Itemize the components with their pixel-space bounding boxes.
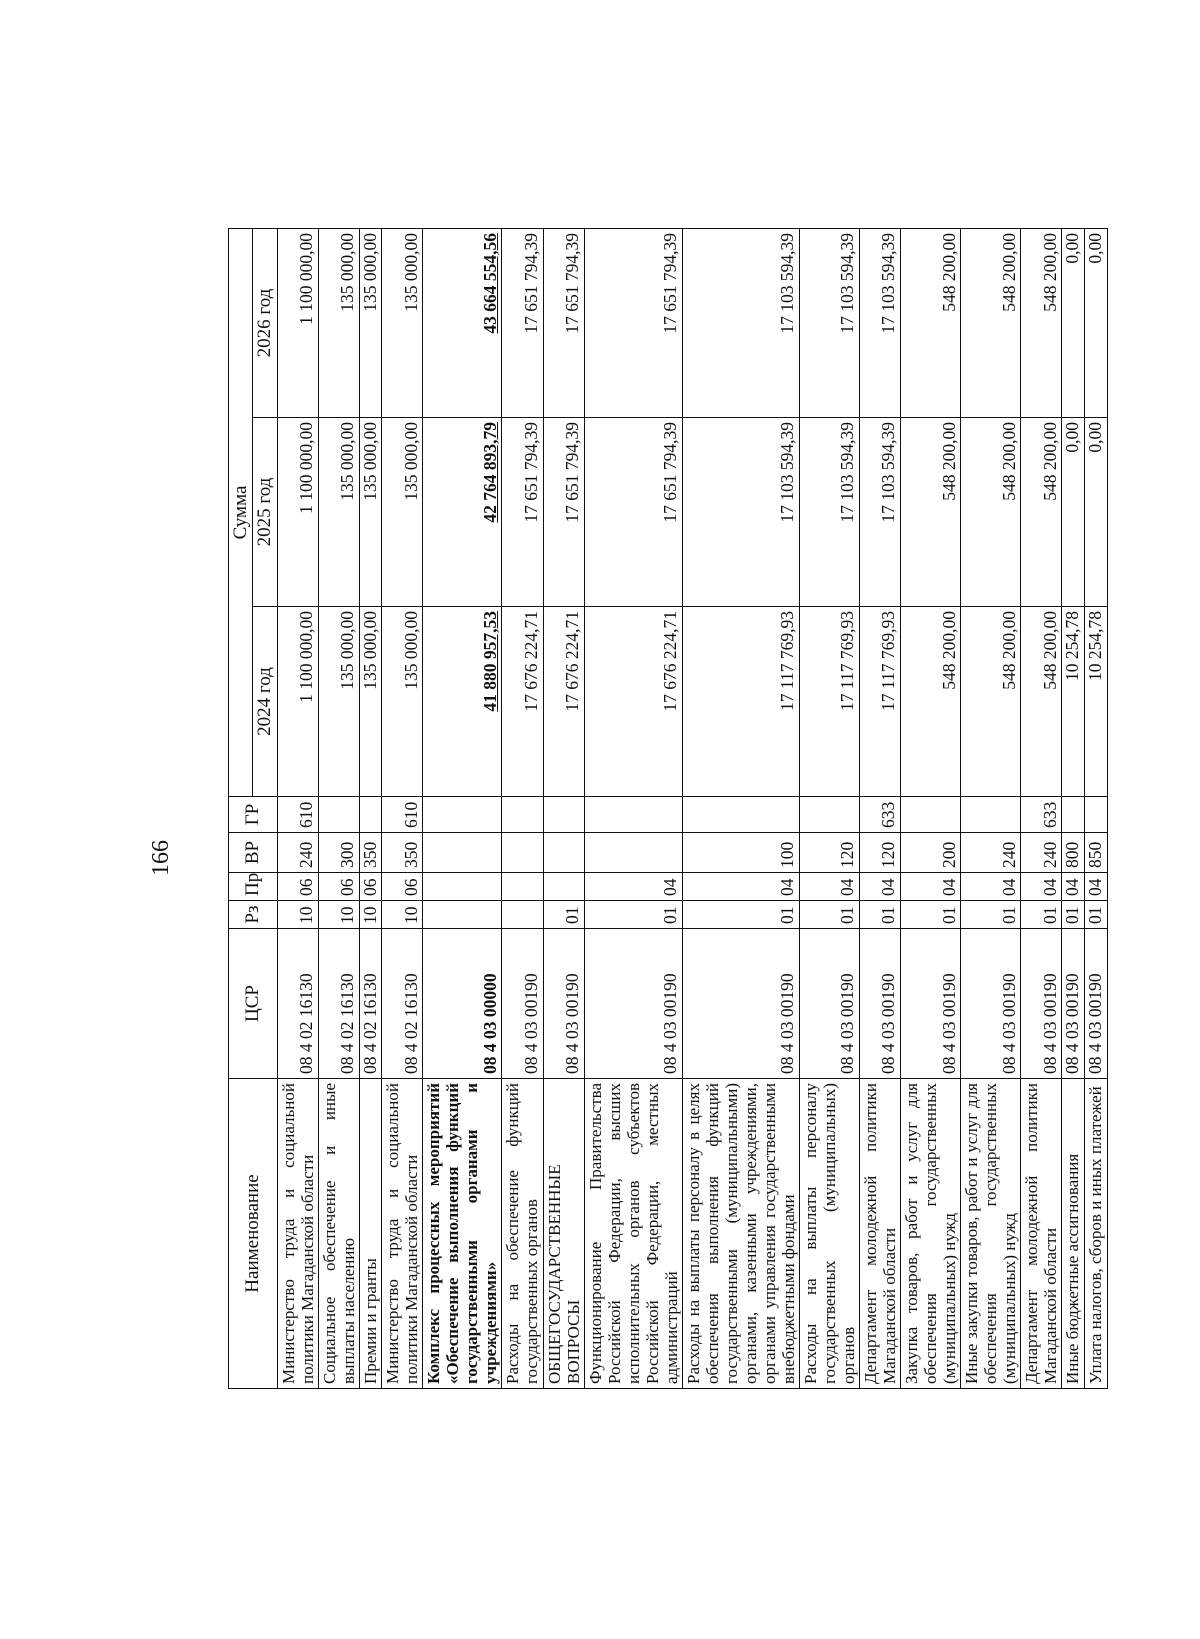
row-2025-cell: 42 764 893,79 — [423, 418, 502, 607]
row-2025-cell: 1 100 000,00 — [277, 418, 318, 607]
row-2024-cell: 17 117 769,93 — [860, 607, 901, 797]
page-number: 166 — [148, 840, 174, 876]
row-rz-cell: 10 — [359, 901, 382, 929]
row-rz-cell: 10 — [382, 901, 423, 929]
table-row — [961, 229, 1021, 1389]
row-2025-cell: 135 000,00 — [318, 418, 359, 607]
row-2025-cell: 17 651 794,39 — [584, 418, 682, 607]
row-csr-cell: 08 4 03 00190 — [584, 929, 682, 1079]
row-gr-cell — [961, 797, 1021, 833]
row-pr-cell: 04 — [961, 873, 1021, 901]
row-2025-cell: 17 103 594,39 — [682, 418, 799, 607]
header-name: Наименование — [229, 1079, 278, 1389]
row-2024-cell: 17 117 769,93 — [682, 607, 799, 797]
row-2024-cell: 135 000,00 — [359, 607, 382, 797]
row-pr-cell: 06 — [382, 873, 423, 901]
row-2026-cell: 0,00 — [1084, 229, 1107, 418]
table-row — [277, 229, 318, 1389]
row-2026-cell: 17 651 794,39 — [502, 229, 543, 418]
row-2025-cell: 17 103 594,39 — [860, 418, 901, 607]
row-rz-cell: 01 — [961, 901, 1021, 929]
row-2024-cell: 41 880 957,53 — [423, 607, 502, 797]
row-name-cell: Расходы на обеспечение функций государственных органов — [502, 1079, 543, 1389]
row-gr-cell — [1062, 797, 1085, 833]
row-2024-cell: 548 200,00 — [961, 607, 1021, 797]
row-2025-cell: 135 000,00 — [382, 418, 423, 607]
row-csr-cell: 08 4 03 00190 — [961, 929, 1021, 1079]
row-2026-cell: 1 100 000,00 — [277, 229, 318, 418]
table-row — [502, 229, 543, 1389]
row-csr-cell: 08 4 03 00190 — [682, 929, 799, 1079]
row-csr-cell: 08 4 02 16130 — [382, 929, 423, 1079]
row-name-cell: ОБЩЕГОСУДАРСТВЕННЫЕ ВОПРОСЫ — [543, 1079, 584, 1389]
row-csr-cell: 08 4 03 00000 — [423, 929, 502, 1079]
row-gr-cell — [1084, 797, 1107, 833]
row-2025-cell: 135 000,00 — [359, 418, 382, 607]
row-vr-cell: 800 — [1062, 833, 1085, 873]
row-2024-cell: 548 200,00 — [1021, 607, 1062, 797]
row-2026-cell: 17 103 594,39 — [682, 229, 799, 418]
row-name-cell: Закупка товаров, работ и услуг для обеспечения государственных (муниципальных) нужд — [901, 1079, 961, 1389]
table-row — [1021, 229, 1062, 1389]
row-csr-cell: 08 4 03 00190 — [799, 929, 859, 1079]
budget-table — [228, 228, 1108, 1389]
row-rz-cell: 01 — [682, 901, 799, 929]
row-2026-cell: 135 000,00 — [318, 229, 359, 418]
row-gr-cell: 610 — [277, 797, 318, 833]
row-2025-cell: 0,00 — [1084, 418, 1107, 607]
row-name-cell: Расходы на выплаты персоналу государственных (муниципальных) органов — [799, 1079, 859, 1389]
table-row — [359, 229, 382, 1389]
row-pr-cell: 06 — [318, 873, 359, 901]
row-2025-cell: 17 651 794,39 — [543, 418, 584, 607]
row-pr-cell — [423, 873, 502, 901]
row-2026-cell: 43 664 554,56 — [423, 229, 502, 418]
row-csr-cell: 08 4 02 16130 — [359, 929, 382, 1079]
row-2026-cell: 135 000,00 — [359, 229, 382, 418]
header-row-1 — [229, 229, 253, 1389]
table-body — [277, 229, 1107, 1389]
row-2024-cell: 10 254,78 — [1062, 607, 1085, 797]
row-gr-cell: 610 — [382, 797, 423, 833]
row-pr-cell — [502, 873, 543, 901]
table-row — [584, 229, 682, 1389]
row-2024-cell: 17 676 224,71 — [502, 607, 543, 797]
row-2026-cell: 135 000,00 — [382, 229, 423, 418]
row-2025-cell: 0,00 — [1062, 418, 1085, 607]
row-vr-cell: 120 — [799, 833, 859, 873]
header-2025: 2025 год — [253, 418, 277, 607]
row-gr-cell — [584, 797, 682, 833]
row-2024-cell: 17 676 224,71 — [584, 607, 682, 797]
row-gr-cell — [901, 797, 961, 833]
row-vr-cell — [423, 833, 502, 873]
row-gr-cell — [359, 797, 382, 833]
row-2026-cell: 17 651 794,39 — [543, 229, 584, 418]
row-2024-cell: 10 254,78 — [1084, 607, 1107, 797]
row-gr-cell — [318, 797, 359, 833]
row-csr-cell: 08 4 03 00190 — [543, 929, 584, 1079]
row-2024-cell: 548 200,00 — [901, 607, 961, 797]
row-vr-cell: 200 — [901, 833, 961, 873]
table-row — [318, 229, 359, 1389]
row-vr-cell: 350 — [359, 833, 382, 873]
row-2026-cell: 17 103 594,39 — [799, 229, 859, 418]
row-2026-cell: 17 103 594,39 — [860, 229, 901, 418]
row-name-cell: Расходы на выплаты персоналу в целях обеспечения выполнения функций государственными (муниципальными) органами, казенными учреждениями, органами управления государственными внебюджетными фондами — [682, 1079, 799, 1389]
row-pr-cell: 04 — [799, 873, 859, 901]
row-csr-cell: 08 4 02 16130 — [277, 929, 318, 1079]
header-2026: 2026 год — [253, 229, 277, 418]
row-vr-cell — [502, 833, 543, 873]
table-row — [901, 229, 961, 1389]
row-2025-cell: 548 200,00 — [1021, 418, 1062, 607]
header-gr: ГР — [229, 797, 278, 833]
row-csr-cell: 08 4 03 00190 — [502, 929, 543, 1079]
row-vr-cell: 120 — [860, 833, 901, 873]
row-pr-cell: 04 — [1021, 873, 1062, 901]
row-csr-cell: 08 4 03 00190 — [1062, 929, 1085, 1079]
row-2024-cell: 17 676 224,71 — [543, 607, 584, 797]
row-name-cell: Департамент молодежной политики Магаданской области — [1021, 1079, 1062, 1389]
row-vr-cell: 100 — [682, 833, 799, 873]
row-rz-cell: 10 — [318, 901, 359, 929]
row-2025-cell: 548 200,00 — [961, 418, 1021, 607]
row-gr-cell — [543, 797, 584, 833]
row-csr-cell: 08 4 03 00190 — [860, 929, 901, 1079]
table-row — [1084, 229, 1107, 1389]
header-csr: ЦСР — [229, 929, 278, 1079]
row-csr-cell: 08 4 03 00190 — [1084, 929, 1107, 1079]
row-2024-cell: 1 100 000,00 — [277, 607, 318, 797]
row-csr-cell: 08 4 03 00190 — [1021, 929, 1062, 1079]
row-2025-cell: 548 200,00 — [901, 418, 961, 607]
row-2024-cell: 135 000,00 — [318, 607, 359, 797]
row-pr-cell: 06 — [277, 873, 318, 901]
table-row — [423, 229, 502, 1389]
row-2026-cell: 0,00 — [1062, 229, 1085, 418]
row-pr-cell — [543, 873, 584, 901]
row-gr-cell — [799, 797, 859, 833]
row-rz-cell — [502, 901, 543, 929]
row-gr-cell — [423, 797, 502, 833]
table-row — [1062, 229, 1085, 1389]
row-rz-cell: 10 — [277, 901, 318, 929]
row-rz-cell: 01 — [584, 901, 682, 929]
row-gr-cell — [502, 797, 543, 833]
header-vr: ВР — [229, 833, 278, 873]
table-row — [382, 229, 423, 1389]
row-2026-cell: 548 200,00 — [1021, 229, 1062, 418]
row-name-cell: Уплата налогов, сборов и иных платежей — [1084, 1079, 1107, 1389]
row-name-cell: Комплекс процессных мероприятий «Обеспечение выполнения функций государственными органами и учреждениями» — [423, 1079, 502, 1389]
row-2024-cell: 17 117 769,93 — [799, 607, 859, 797]
row-name-cell: Департамент молодежной политики Магаданской области — [860, 1079, 901, 1389]
row-2025-cell: 17 103 594,39 — [799, 418, 859, 607]
row-pr-cell: 04 — [860, 873, 901, 901]
row-pr-cell: 04 — [1062, 873, 1085, 901]
table-row — [799, 229, 859, 1389]
table-row — [543, 229, 584, 1389]
row-rz-cell: 01 — [1062, 901, 1085, 929]
row-vr-cell: 240 — [1021, 833, 1062, 873]
row-name-cell: Социальное обеспечение и иные выплаты населению — [318, 1079, 359, 1389]
table-row — [860, 229, 901, 1389]
row-2026-cell: 548 200,00 — [961, 229, 1021, 418]
header-rz: Рз — [229, 901, 278, 929]
row-2026-cell: 17 651 794,39 — [584, 229, 682, 418]
row-vr-cell: 240 — [277, 833, 318, 873]
row-name-cell: Министерство труда и социальной политики Магаданской области — [277, 1079, 318, 1389]
row-name-cell: Министерство труда и социальной политики Магаданской области — [382, 1079, 423, 1389]
row-rz-cell: 01 — [1021, 901, 1062, 929]
row-rz-cell: 01 — [799, 901, 859, 929]
row-2025-cell: 17 651 794,39 — [502, 418, 543, 607]
row-pr-cell: 06 — [359, 873, 382, 901]
row-vr-cell: 240 — [961, 833, 1021, 873]
row-csr-cell: 08 4 03 00190 — [901, 929, 961, 1079]
row-vr-cell — [543, 833, 584, 873]
row-pr-cell: 04 — [901, 873, 961, 901]
row-name-cell: Иные бюджетные ассигнования — [1062, 1079, 1085, 1389]
row-vr-cell: 850 — [1084, 833, 1107, 873]
row-rz-cell: 01 — [1084, 901, 1107, 929]
row-gr-cell: 633 — [1021, 797, 1062, 833]
header-2024: 2024 год — [253, 607, 277, 797]
row-pr-cell: 04 — [584, 873, 682, 901]
row-gr-cell: 633 — [860, 797, 901, 833]
row-rz-cell: 01 — [860, 901, 901, 929]
row-rz-cell: 01 — [543, 901, 584, 929]
rotated-table-container — [228, 229, 1105, 1389]
row-vr-cell: 300 — [318, 833, 359, 873]
row-csr-cell: 08 4 02 16130 — [318, 929, 359, 1079]
row-pr-cell: 04 — [1084, 873, 1107, 901]
header-sum: Сумма — [229, 229, 253, 797]
row-vr-cell — [584, 833, 682, 873]
row-name-cell: Премии и гранты — [359, 1079, 382, 1389]
row-name-cell: Функционирование Правительства Российской Федерации, высших исполнительных органов субъектов Российской Федерации, местных администраций — [584, 1079, 682, 1389]
row-2026-cell: 548 200,00 — [901, 229, 961, 418]
row-vr-cell: 350 — [382, 833, 423, 873]
row-name-cell: Иные закупки товаров, работ и услуг для обеспечения государственных (муниципальных) нужд — [961, 1079, 1021, 1389]
table-row — [682, 229, 799, 1389]
header-pr: Пр — [229, 873, 278, 901]
row-pr-cell: 04 — [682, 873, 799, 901]
row-gr-cell — [682, 797, 799, 833]
row-2024-cell: 135 000,00 — [382, 607, 423, 797]
row-rz-cell — [423, 901, 502, 929]
row-rz-cell: 01 — [901, 901, 961, 929]
